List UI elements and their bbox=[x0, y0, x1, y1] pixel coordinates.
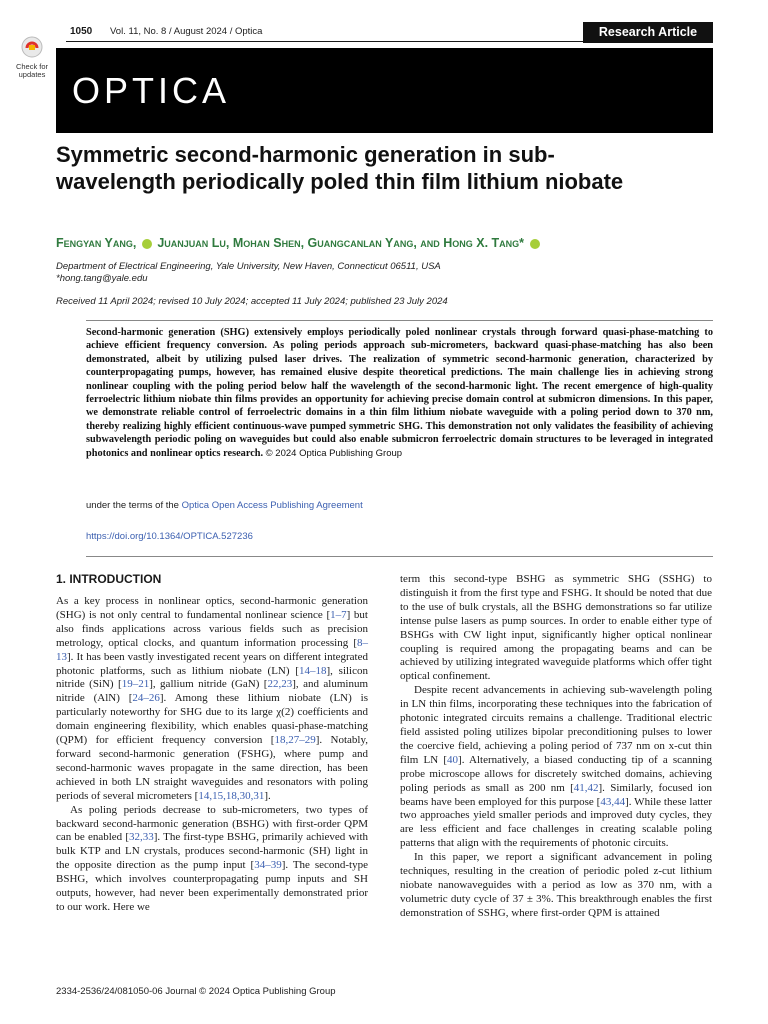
citation-link[interactable]: 41,42 bbox=[573, 781, 599, 794]
paragraph-text: As a key process in nonlinear optics, second-harmonic generation (SHG) is not only central to fundamental nonlinear science [ bbox=[56, 595, 368, 621]
section-heading: 1. INTRODUCTION bbox=[56, 572, 162, 586]
paragraph-text: ]. Alternatively, a biased conducting tip of a scanning probe microscope allows for discretely switched domains, achieving poling periods as small as 200 nm [ bbox=[400, 753, 712, 794]
page-footer: 2334-2536/24/081050-06 Journal © 2024 Optica Publishing Group bbox=[56, 986, 336, 997]
paragraph-text: ], silicon nitride (SiN) [ bbox=[56, 664, 368, 691]
paragraph-text: Despite recent advancements in achieving sub-wavelength poling in LN thin films, incorporating these techniques into the fabrication of photonic integrated circuits remains a challenge. Traditional electric field assisted poling utilizes bipolar preconditioning pulses to lower the coercive field, achieving a poling period of 737 nm on x-cut thin film LN [ bbox=[400, 684, 712, 766]
right-column bbox=[400, 573, 712, 921]
license-link[interactable]: Optica Open Access Publishing Agreement bbox=[181, 500, 363, 511]
author-name: Juanjuan Lu, Mohan Shen, Guangcanlan Yang, bbox=[157, 236, 417, 250]
paragraph bbox=[56, 595, 368, 804]
doi bbox=[86, 531, 253, 542]
header-rule bbox=[66, 41, 583, 42]
abstract-bottom-rule bbox=[86, 556, 713, 557]
article-type-label: Research Article bbox=[583, 22, 713, 43]
affiliation-block bbox=[56, 261, 696, 285]
paragraph bbox=[400, 573, 712, 684]
paragraph-text: ], gallium nitride (GaN) [ bbox=[149, 678, 268, 691]
journal-logo: OPTICA bbox=[72, 70, 231, 111]
paragraph-text: ], and aluminum nitride (AlN) [ bbox=[56, 678, 368, 705]
copyright-notice: © 2024 Optica Publishing Group bbox=[265, 447, 403, 459]
author-conjunction: and bbox=[420, 236, 440, 250]
citation-link[interactable]: 18,27–29 bbox=[274, 734, 316, 747]
article-title: Symmetric second-harmonic generation in sub-wavelength periodically poled thin film lithium niobate bbox=[56, 142, 624, 194]
author-name: Hong X. Tang* bbox=[443, 236, 525, 250]
paragraph-text: term this second-type BSHG as symmetric SHG (SSHG) to distinguish it from the first type and FSHG. It should be noted that due to the use of bulk crystals, all the BSHG demonstrations so far utilize intense pulse lasers as pump sources. In order to enable either type of BSHGs with CW light input, significantly higher optical nonlinear coupling is required among the propagating beams and can be achieved by utilizing integrated waveguide platforms which offer tight optical confinement. bbox=[400, 573, 712, 683]
citation-link[interactable]: 19–21 bbox=[121, 678, 150, 691]
citation-link[interactable]: 40 bbox=[447, 753, 459, 766]
citation-link[interactable]: 43,44 bbox=[600, 795, 626, 808]
journal-citation: Vol. 11, No. 8 / August 2024 / Optica bbox=[110, 26, 263, 37]
citation-link[interactable]: 14–18 bbox=[298, 664, 327, 677]
paragraph-text: As poling periods decrease to sub-micrometers, two types of backward second-harmonic generation (BSHG) with first-order QPM can be enabled [ bbox=[56, 803, 368, 844]
author-list bbox=[56, 236, 696, 250]
orcid-icon[interactable] bbox=[530, 239, 540, 249]
citation-link[interactable]: 32,33 bbox=[129, 831, 154, 844]
citation-link[interactable]: 34–39 bbox=[254, 859, 282, 872]
left-column bbox=[56, 573, 368, 915]
paragraph-text: ] but also finds applications across various fields such as precision metrology, optical clocks, and quantum information processing [ bbox=[56, 608, 368, 649]
corresponding-email[interactable]: *hong.tang@yale.edu bbox=[56, 273, 148, 284]
paragraph-text: ]. It has been vastly investigated recent years on different integrated photonic platforms, such as lithium niobate (LN) [ bbox=[56, 650, 368, 677]
paragraph bbox=[400, 851, 712, 921]
paragraph-text: ]. Among these lithium niobate (LN) is particularly noteworthy for SHG due to its large χ(2) coefficients and domain engineering flexibility, which enables quasi-phase-matching (QPM) for efficient frequency conversion [ bbox=[56, 692, 368, 747]
paragraph-text: In this paper, we report a significant advancement in poling techniques, resulting in the creation of periodic poled z-cut lithium niobate nanowaveguides with a period as low as 370 nm, with a volumetric duty cycle of 37 ± 3%. This breakthrough enables the first demonstration of SSHG, where first-order QPM is attained bbox=[400, 851, 712, 919]
citation-link[interactable]: 22,23 bbox=[267, 678, 293, 691]
citation-link[interactable]: 24–26 bbox=[132, 692, 160, 705]
paragraph bbox=[56, 804, 368, 915]
doi-link[interactable]: https://doi.org/10.1364/OPTICA.527236 bbox=[86, 531, 253, 542]
paragraph-text: ]. The second-type BSHG, which involves counterpropagating pump inputs and SH outputs, however, had never been experimentally demonstrated prior to our work. Here we bbox=[56, 859, 368, 913]
affiliation: Department of Electrical Engineering, Yale University, New Haven, Connecticut 06511, USA bbox=[56, 261, 441, 272]
orcid-icon[interactable] bbox=[142, 239, 152, 249]
citation-link[interactable]: 1–7 bbox=[330, 608, 347, 621]
paragraph-text: ]. bbox=[264, 789, 271, 802]
publication-history: Received 11 April 2024; revised 10 July 2024; accepted 11 July 2024; published 23 July 2024 bbox=[56, 296, 448, 307]
citation-link[interactable]: 14,15,18,30,31 bbox=[198, 789, 265, 802]
license-line bbox=[86, 500, 713, 511]
paragraph-text: ]. Notably, forward second-harmonic generation (FSHG), where pump and second-harmonic waves propagate in the same direction, has been achieved in both LN straight waveguides and resonators with poling periods of several micrometers [ bbox=[56, 734, 368, 802]
paragraph-text: ]. The first-type BSHG, primarily achieved with bulk KTP and LN crystals, produces second-harmonic (SH) light in the opposite direction as the pump input [ bbox=[56, 831, 369, 872]
paragraph-text: ]. Similarly, focused ion beams have been employed for this purpose [ bbox=[400, 781, 712, 808]
check-for-updates-badge[interactable] bbox=[12, 36, 52, 79]
paragraph bbox=[400, 684, 712, 851]
citation-link[interactable]: 8–13 bbox=[56, 636, 368, 663]
check-for-updates-label: Check for updates bbox=[15, 62, 49, 79]
check-for-updates-icon bbox=[21, 36, 43, 58]
license-prefix: under the terms of the bbox=[86, 500, 182, 511]
page-number: 1050 bbox=[70, 26, 93, 37]
abstract-text: Second-harmonic generation (SHG) extensively employs periodically poled nonlinear crystals through forward quasi-phase-matching to achieve efficient frequency conversion. As poling periods approach sub-micrometers, backward quasi-phase-matching has also been demonstrated, albeit by utilizing pulsed laser drives. The realization of symmetric second-harmonic generation, characterized by counterpropagating pumps, however, has remained elusive despite theoretical predictions. The main challenge lies in achieving strong nonlinear coupling with the poling period below half the wavelength of the second-harmonic light. The recent emergence of high-quality ferroelectric lithium niobate thin films provides an opportunity for achieving precise domain control at submicron dimensions. In this paper, we demonstrate reliable control of ferroelectric domains in a thin film lithium niobate waveguide with a poling period down to 370 nm, thereby realizing highly efficient continuous-wave pumped symmetric SHG. This demonstration not only validates the feasibility of achieving subwavelength periodic poling on waveguides but could also enable submicron ferroelectric domain structures to be leveraged in integrated photonics and nonlinear optics research. bbox=[86, 327, 713, 459]
paragraph-text: ]. While these latter two approaches yield smaller periods and improved duty cycles, they are less efficient and face challenges in creating scalable poling patterns that align with the requirements of photonic circuits. bbox=[400, 795, 713, 850]
abstract-top-rule bbox=[86, 320, 713, 321]
abstract bbox=[86, 326, 713, 460]
author-name: Fengyan Yang, bbox=[56, 236, 137, 250]
